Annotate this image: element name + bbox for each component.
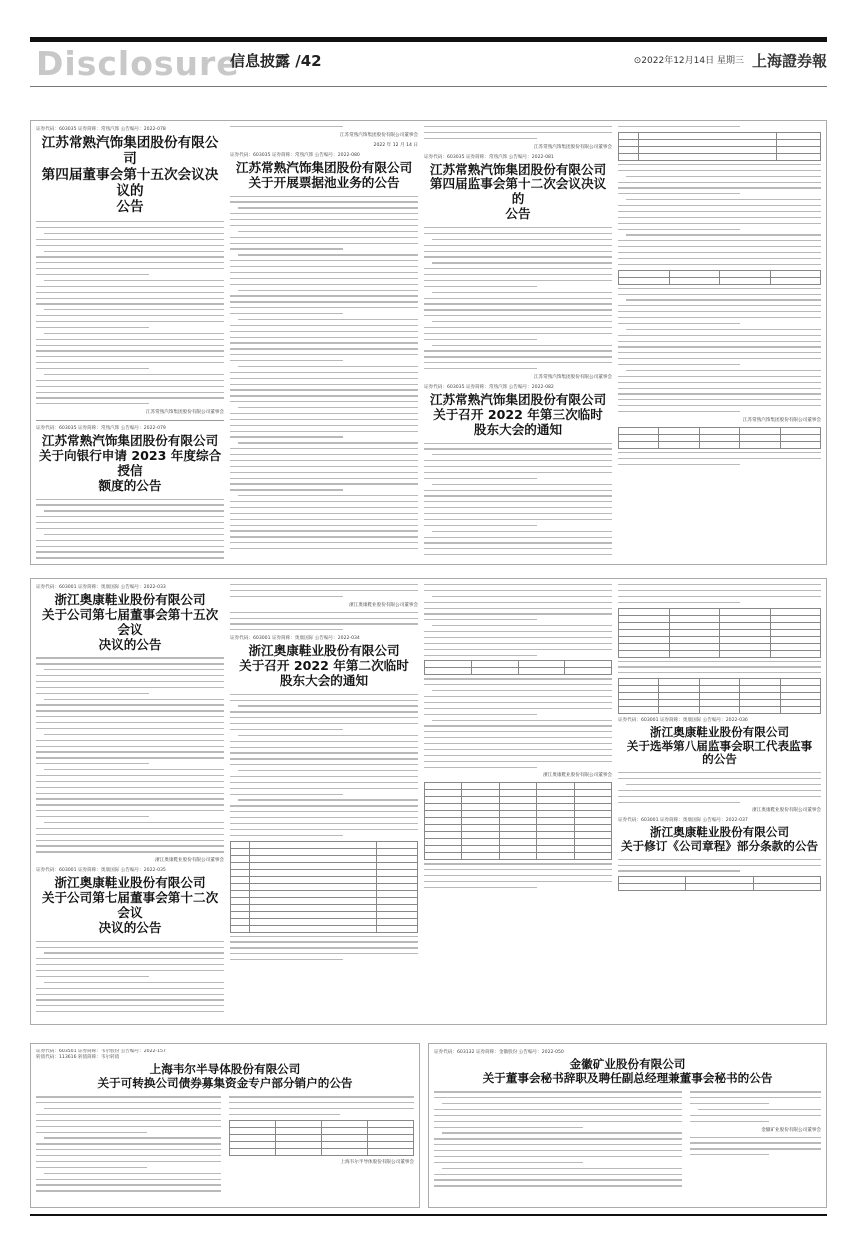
- signature: 江苏常熟汽饰集团股份有限公司董事会: [145, 410, 224, 416]
- notice-body: [36, 941, 224, 1013]
- notice-header: 证券代码：603035 证券简称：常熟汽饰 公告编号：2022-079: [36, 426, 166, 432]
- notice-body: [434, 1091, 682, 1191]
- notice-body: [424, 227, 612, 369]
- signature: 江苏常熟汽饰集团股份有限公司董事会: [742, 417, 821, 423]
- column-jsc-3: [424, 126, 612, 560]
- notice-title: 江苏常熟汽饰集团股份有限公司 关于召开 2022 年第三次临时 股东大会的通知: [429, 391, 607, 437]
- issue-date: ⊙2022年12月14日 星期三: [633, 56, 744, 66]
- signature: 浙江奥康鞋业股份有限公司董事会: [752, 808, 821, 814]
- account-table: [229, 1120, 414, 1156]
- vote-table: [618, 678, 821, 714]
- notice-title: 江苏常熟汽饰集团股份有限公司 关于开展票据池业务的公告: [235, 159, 413, 190]
- section-title: 信息披露 /42: [230, 52, 322, 70]
- notice-header: 证券代码：603035 证券简称：常熟汽饰 公告编号：2022-082: [424, 384, 554, 390]
- proxy-table: [618, 608, 821, 658]
- section-brand: Disclosure: [36, 44, 240, 83]
- notice-title: 浙江奥康鞋业股份有限公司 关于公司第七届董事会第十二次会议 决议的公告: [41, 875, 219, 935]
- notice-body: [36, 657, 224, 852]
- notice-header: 证券代码：603132 证券简称：金徽股份 公告编号：2022-050: [434, 1050, 564, 1055]
- masthead-divider: [30, 86, 827, 87]
- column-az-2: [230, 584, 418, 1020]
- notice-body: [618, 859, 821, 872]
- signature: 浙江奥康鞋业股份有限公司董事会: [543, 773, 612, 779]
- notice-title: 上海韦尔半导体股份有限公司 关于可转换公司债券募集资金专户部分销户的公告: [97, 1062, 353, 1090]
- column-az-3: [424, 584, 612, 1020]
- notice-header: 证券代码：603001 证券简称：奥康国际 公告编号：2022-036: [618, 718, 748, 724]
- notice-title: 浙江奥康鞋业股份有限公司 关于修订《公司章程》部分条款的公告: [620, 825, 819, 854]
- signature-date: 2022 年 12 月 14 日: [373, 142, 418, 148]
- notice-title: 浙江奥康鞋业股份有限公司 关于召开 2022 年第二次临时 股东大会的通知: [239, 643, 409, 688]
- meeting-table: [424, 660, 612, 675]
- articles-table: [618, 876, 821, 891]
- notice-header: 证券代码：603035 证券简称：常熟汽饰 公告编号：2022-080: [230, 152, 360, 158]
- newspaper-logo: 上海證券報: [751, 52, 827, 70]
- proxy-table: [424, 782, 612, 860]
- notice-body: [618, 164, 821, 265]
- notice-body: [36, 499, 224, 560]
- proxy-table: [618, 427, 821, 449]
- meeting-table: [618, 270, 821, 285]
- column-az-4: [618, 584, 821, 1020]
- column-shwe: [36, 1049, 414, 1204]
- column-jsc-4: [618, 126, 821, 560]
- column-az-1: [36, 584, 224, 1020]
- signature: 上海韦尔半导体股份有限公司董事会: [340, 1159, 414, 1165]
- column-jsc-1: [36, 126, 224, 560]
- notice-header: 证券代码：603035 证券简称：常熟汽饰 公告编号：2022-078: [36, 127, 166, 132]
- signature: 江苏常熟汽饰集团股份有限公司董事会: [533, 374, 612, 380]
- notice-body: [424, 443, 612, 560]
- notice-title: 浙江奥康鞋业股份有限公司 关于公司第七届董事会第十五次会议 决议的公告: [41, 592, 219, 652]
- masthead: [30, 44, 827, 84]
- signature: 浙江奥康鞋业股份有限公司董事会: [155, 858, 224, 864]
- notice-header: 证券代码：603501 证券简称：韦尔股份 公告编号：2022-157 转债代码：113616 转债简称：韦尔转债: [36, 1049, 166, 1060]
- notice-title: 江苏常熟汽饰集团股份有限公司 第四届监事会第十二次会议决议的 公告: [429, 161, 607, 222]
- column-jsc-2: [230, 126, 418, 560]
- notice-header: 证券代码：603001 证券简称：奥康国际 公告编号：2022-035: [36, 868, 166, 874]
- signature: 江苏常熟汽饰集团股份有限公司董事会: [339, 132, 418, 138]
- notice-title: 江苏常熟汽饰集团股份有限公司 第四届董事会第十五次会议决议的 公告: [41, 135, 219, 216]
- signature: 江苏常熟汽饰集团股份有限公司董事会: [533, 144, 612, 150]
- notice-body: [618, 772, 821, 803]
- column-ahmining: [434, 1049, 821, 1204]
- notice-header: 证券代码：603001 证券简称：奥康国际 公告编号：2022-034: [230, 636, 360, 642]
- proposal-table: [618, 132, 821, 161]
- notice-header: 证券代码：603001 证券简称：奥康国际 公告编号：2022-037: [618, 818, 748, 824]
- notice-title: 江苏常熟汽饰集团股份有限公司 关于向银行申请 2023 年度综合授信 额度的公告: [38, 433, 222, 493]
- bottom-rule: [30, 1214, 827, 1216]
- top-rule: [30, 37, 827, 42]
- signature: 金徽矿业股份有限公司董事会: [761, 1127, 821, 1133]
- notice-body: [36, 221, 224, 404]
- notice-body: [424, 584, 612, 656]
- issue-info: [634, 50, 827, 71]
- notice-body: [230, 694, 418, 836]
- proposal-table: [230, 841, 418, 933]
- signature: 浙江奥康鞋业股份有限公司董事会: [349, 602, 418, 608]
- notice-header: 证券代码：603001 证券简称：奥康国际 公告编号：2022-033: [36, 585, 166, 590]
- notice-title: 金徽矿业股份有限公司 关于董事会秘书辞职及聘任副总经理兼董事会秘书的公告: [482, 1057, 773, 1085]
- notice-body: [230, 196, 418, 550]
- notice-header: 证券代码：603035 证券简称：常熟汽饰 公告编号：2022-081: [424, 154, 554, 160]
- notice-body: [36, 1096, 221, 1196]
- notice-title: 浙江奥康鞋业股份有限公司 关于选举第八届监事会职工代表监事 的公告: [626, 725, 813, 767]
